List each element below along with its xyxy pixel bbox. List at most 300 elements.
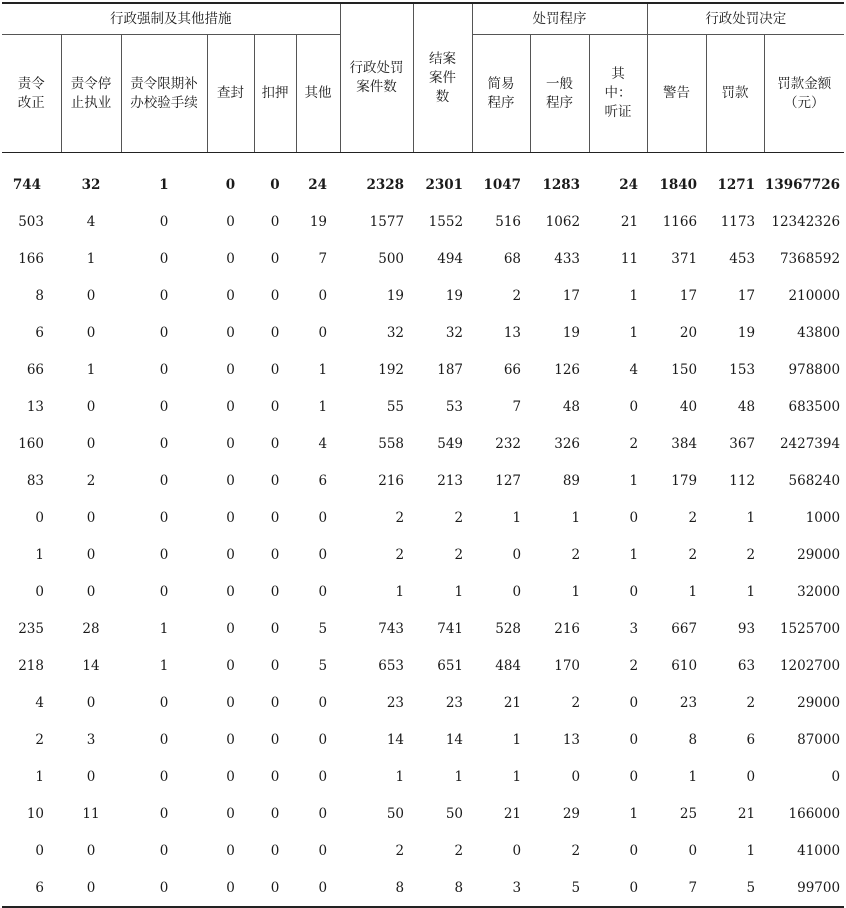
table-cell: 3 <box>86 731 96 748</box>
table-cell: 13 <box>26 398 44 415</box>
table-cell: 68 <box>503 250 522 267</box>
table-cell: 43800 <box>797 324 841 341</box>
table-cell: 0 <box>226 435 235 452</box>
table-cell: 99700 <box>797 879 841 896</box>
table-cell: 14 <box>82 657 100 674</box>
table-cell: 1271 <box>717 177 756 193</box>
table-cell: 0 <box>270 620 280 637</box>
table-cell: 3 <box>512 879 522 896</box>
table-cell: 0 <box>35 509 44 526</box>
table-cell: 0 <box>270 509 280 526</box>
table-cell: 17 <box>737 287 756 304</box>
table-cell: 0 <box>629 509 639 526</box>
table-cell: 4 <box>629 361 639 378</box>
table-cell: 0 <box>159 398 169 415</box>
table-cell: 2 <box>571 546 581 563</box>
table-cell: 17 <box>679 287 698 304</box>
table-cell: 0 <box>226 361 235 378</box>
table-cell: 653 <box>378 657 405 674</box>
table-cell: 0 <box>159 731 169 748</box>
table-cell: 0 <box>159 842 169 859</box>
table-cell: 2301 <box>425 177 464 193</box>
table-cell: 0 <box>270 398 280 415</box>
hearing-header <box>589 35 647 153</box>
table-row <box>2 869 844 907</box>
table-cell: 32 <box>386 324 405 341</box>
table-cell: 0 <box>159 805 169 822</box>
table-cell: 1 <box>629 546 639 563</box>
stop-practice-header <box>61 35 121 153</box>
table-row <box>2 721 844 758</box>
table-cell: 216 <box>554 620 581 637</box>
cases-header <box>340 3 413 153</box>
table-row <box>2 314 844 351</box>
table-cell: 0 <box>226 546 235 563</box>
table-cell: 2 <box>688 546 698 563</box>
table-cell: 0 <box>159 361 169 378</box>
table-cell: 50 <box>386 805 405 822</box>
table-row <box>2 684 844 721</box>
table-cell: 1 <box>746 842 756 859</box>
table-cell: 66 <box>26 361 44 378</box>
table-cell: 8 <box>395 879 405 896</box>
table-cell: 0 <box>270 213 280 230</box>
table-cell: 0 <box>270 435 280 452</box>
table-cell: 2 <box>746 546 756 563</box>
table-cell: 2 <box>35 731 44 748</box>
table-row <box>2 758 844 795</box>
table-cell: 0 <box>270 361 280 378</box>
table-cell: 23 <box>386 694 405 711</box>
table-cell: 0 <box>629 842 639 859</box>
table-cell: 83 <box>26 472 44 489</box>
table-cell: 1 <box>629 472 639 489</box>
spacer-cell <box>2 153 844 168</box>
table-cell: 1 <box>86 361 96 378</box>
table-cell: 743 <box>378 620 405 637</box>
table-cell: 0 <box>226 509 235 526</box>
table-cell: 210000 <box>788 287 841 304</box>
table-cell: 48 <box>562 398 581 415</box>
table-cell: 1062 <box>545 213 581 230</box>
table-cell: 0 <box>318 583 328 600</box>
table-cell: 24 <box>619 177 639 193</box>
table-cell: 5 <box>571 879 581 896</box>
table-cell: 0 <box>226 731 235 748</box>
table-cell: 1 <box>35 768 44 785</box>
table-cell: 0 <box>270 657 280 674</box>
table-cell: 568240 <box>788 472 841 489</box>
table-cell: 744 <box>12 177 41 193</box>
closed-cases-header <box>413 3 472 153</box>
table-row <box>2 610 844 647</box>
table-cell: 19 <box>309 213 328 230</box>
table-cell: 0 <box>159 250 169 267</box>
table-cell: 7 <box>688 879 698 896</box>
table-cell: 0 <box>270 842 280 859</box>
table-cell: 53 <box>445 398 464 415</box>
table-cell: 0 <box>226 805 235 822</box>
table-cell: 371 <box>671 250 698 267</box>
table-cell: 0 <box>270 324 280 341</box>
table-cell: 0 <box>270 768 280 785</box>
table-cell: 2 <box>629 435 639 452</box>
table-cell: 0 <box>746 768 756 785</box>
table-cell: 4 <box>35 694 44 711</box>
table-cell: 0 <box>226 398 235 415</box>
table-cell: 2 <box>86 472 96 489</box>
table-cell: 1 <box>318 398 328 415</box>
table-cell: 0 <box>512 546 522 563</box>
table-row <box>2 795 844 832</box>
table-cell: 8 <box>688 731 698 748</box>
table-cell: 1047 <box>483 177 522 193</box>
table-cell: 978800 <box>788 361 841 378</box>
table-cell: 1 <box>629 287 639 304</box>
table-cell: 0 <box>512 583 522 600</box>
table-cell: 0 <box>629 583 639 600</box>
table-cell: 2 <box>395 842 405 859</box>
table-cell: 12342326 <box>771 213 841 230</box>
table-body <box>2 153 844 908</box>
table-row <box>2 832 844 869</box>
table-cell: 6 <box>318 472 328 489</box>
table-cell: 20 <box>679 324 698 341</box>
table-cell: 610 <box>671 657 698 674</box>
table-cell: 0 <box>35 842 44 859</box>
table-cell: 1 <box>571 583 581 600</box>
simple-procedure-header <box>472 35 530 153</box>
table-cell: 0 <box>688 842 698 859</box>
table-cell: 326 <box>554 435 581 452</box>
table-cell: 0 <box>86 324 96 341</box>
table-cell: 25 <box>679 805 698 822</box>
table-cell: 66 <box>503 361 522 378</box>
table-cell: 150 <box>671 361 698 378</box>
correct-header-text: 责令改正 <box>17 75 45 111</box>
table-cell: 0 <box>225 177 236 193</box>
table-cell: 235 <box>18 620 44 637</box>
table-cell: 741 <box>437 620 464 637</box>
table-cell: 48 <box>737 398 756 415</box>
table-cell: 213 <box>437 472 464 489</box>
table-cell: 0 <box>86 509 96 526</box>
table-cell: 0 <box>86 694 96 711</box>
table-cell: 13 <box>562 731 581 748</box>
table-cell: 0 <box>159 546 169 563</box>
table-cell: 0 <box>159 213 169 230</box>
table-cell: 2 <box>395 509 405 526</box>
general-procedure-header-text: 一般程序 <box>546 75 574 111</box>
table-cell: 7 <box>318 250 328 267</box>
table-cell: 6 <box>35 879 44 896</box>
closed-cases-header-text: 结案案件数 <box>429 50 457 105</box>
table-cell: 1 <box>629 805 639 822</box>
table-cell: 0 <box>86 583 96 600</box>
statistics-table <box>2 2 844 908</box>
table-cell: 166000 <box>788 805 841 822</box>
table-cell: 0 <box>159 435 169 452</box>
table-cell: 1 <box>454 583 464 600</box>
table-row <box>2 647 844 684</box>
group-decision-header: 行政处罚决定 <box>647 3 844 35</box>
table-cell: 21 <box>503 694 522 711</box>
table-cell: 1 <box>571 509 581 526</box>
group-enforcement-header: 行政强制及其他措施 <box>2 3 340 35</box>
table-cell: 4 <box>86 213 96 230</box>
table-cell: 1 <box>454 768 464 785</box>
table-cell: 1525700 <box>779 620 841 637</box>
table-cell: 1 <box>35 546 44 563</box>
table-cell: 170 <box>554 657 581 674</box>
table-cell: 0 <box>270 879 280 896</box>
table-cell: 55 <box>386 398 405 415</box>
table-cell: 187 <box>437 361 464 378</box>
table-cell: 0 <box>86 842 96 859</box>
fine-amount-header-text: 罚款金额（元） <box>777 75 832 111</box>
table-cell: 1202700 <box>779 657 841 674</box>
group-procedure-header: 处罚程序 <box>472 3 647 35</box>
table-cell: 87000 <box>797 731 841 748</box>
table-row <box>2 536 844 573</box>
table-cell: 2 <box>746 694 756 711</box>
table-cell: 166 <box>18 250 44 267</box>
table-cell: 1 <box>746 509 756 526</box>
table-cell: 1 <box>688 768 698 785</box>
table-cell: 0 <box>226 324 235 341</box>
table-cell: 23 <box>679 694 698 711</box>
table-cell: 503 <box>18 213 44 230</box>
table-cell: 14 <box>386 731 405 748</box>
table-cell: 0 <box>629 731 639 748</box>
table-row <box>2 388 844 425</box>
table-cell: 1577 <box>369 213 405 230</box>
table-cell: 0 <box>159 287 169 304</box>
table-cell: 93 <box>737 620 756 637</box>
table-cell: 1 <box>512 768 522 785</box>
table-cell: 1 <box>395 583 405 600</box>
table-cell: 0 <box>270 472 280 489</box>
table-cell: 2 <box>395 546 405 563</box>
table-cell: 10 <box>26 805 44 822</box>
table-cell: 5 <box>746 879 756 896</box>
table-cell: 0 <box>318 805 328 822</box>
table-cell: 0 <box>226 472 235 489</box>
table-cell: 1 <box>512 509 522 526</box>
table-cell: 2 <box>571 694 581 711</box>
other-header: 其他 <box>296 35 340 153</box>
table-cell: 367 <box>729 435 756 452</box>
table-cell: 5 <box>318 657 328 674</box>
table-row <box>2 462 844 499</box>
general-procedure-header <box>530 35 589 153</box>
table-cell: 0 <box>318 546 328 563</box>
table-cell: 0 <box>270 287 280 304</box>
table-cell: 0 <box>226 879 235 896</box>
table-cell: 0 <box>86 879 96 896</box>
table-cell: 7368592 <box>779 250 841 267</box>
table-cell: 516 <box>495 213 522 230</box>
table-cell: 0 <box>226 213 235 230</box>
table-cell: 23 <box>445 694 464 711</box>
table-cell: 21 <box>503 805 522 822</box>
table-cell: 4 <box>318 435 328 452</box>
table-cell: 0 <box>270 805 280 822</box>
table-cell: 0 <box>629 398 639 415</box>
table-cell: 0 <box>270 731 280 748</box>
table-cell: 651 <box>437 657 464 674</box>
table-cell: 0 <box>159 694 169 711</box>
table-cell: 0 <box>270 583 280 600</box>
seal-header: 查封 <box>207 35 254 153</box>
table-row <box>2 573 844 610</box>
table-cell: 1 <box>159 177 169 193</box>
correct-header <box>2 35 61 153</box>
table-cell: 112 <box>729 472 756 489</box>
supplement-header-text: 责令限期补办校验手续 <box>130 75 198 111</box>
table-cell: 21 <box>737 805 756 822</box>
table-cell: 11 <box>82 805 100 822</box>
table-cell: 0 <box>159 324 169 341</box>
fine-header: 罚款 <box>706 35 764 153</box>
table-cell: 153 <box>729 361 756 378</box>
table-cell: 667 <box>671 620 698 637</box>
table-cell: 14 <box>445 731 464 748</box>
table-cell: 1 <box>159 620 169 637</box>
table-cell: 19 <box>737 324 756 341</box>
table-row <box>2 351 844 388</box>
table-cell: 0 <box>318 879 328 896</box>
table-cell: 384 <box>671 435 698 452</box>
table-cell: 1 <box>86 250 96 267</box>
table-cell: 494 <box>437 250 464 267</box>
table-cell: 19 <box>562 324 581 341</box>
table-cell: 549 <box>437 435 464 452</box>
table-cell: 32 <box>81 177 101 193</box>
table-cell: 1 <box>688 583 698 600</box>
table-cell: 1 <box>746 583 756 600</box>
table-cell: 32000 <box>797 583 841 600</box>
table-cell: 2 <box>629 657 639 674</box>
table-cell: 0 <box>86 398 96 415</box>
table-cell: 0 <box>226 842 235 859</box>
table-cell: 0 <box>512 842 522 859</box>
table-cell: 2 <box>512 287 522 304</box>
header-spacer <box>2 153 844 168</box>
table-cell: 8 <box>454 879 464 896</box>
table-cell: 1000 <box>805 509 841 526</box>
table-cell: 216 <box>378 472 405 489</box>
table-row <box>2 277 844 314</box>
table-cell: 192 <box>378 361 405 378</box>
table-cell: 6 <box>746 731 756 748</box>
table-cell: 29000 <box>797 694 841 711</box>
table-cell: 40 <box>679 398 698 415</box>
table-cell: 41000 <box>797 842 841 859</box>
table-cell: 0 <box>86 546 96 563</box>
detain-header: 扣押 <box>254 35 296 153</box>
table-cell: 179 <box>671 472 698 489</box>
table-cell: 1 <box>629 324 639 341</box>
table-cell: 50 <box>445 805 464 822</box>
table-cell: 0 <box>226 657 235 674</box>
table-cell: 0 <box>318 509 328 526</box>
table-cell: 500 <box>378 250 405 267</box>
total-row <box>2 167 844 203</box>
table-cell: 683500 <box>788 398 841 415</box>
table-cell: 1 <box>318 361 328 378</box>
table-cell: 0 <box>318 287 328 304</box>
table-cell: 558 <box>378 435 405 452</box>
table-cell: 0 <box>318 842 328 859</box>
table-cell: 28 <box>82 620 100 637</box>
table-cell: 2 <box>454 509 464 526</box>
table-row <box>2 425 844 462</box>
table-cell: 0 <box>226 620 235 637</box>
table-cell: 13967726 <box>764 177 841 193</box>
simple-procedure-header-text: 简易程序 <box>487 75 515 111</box>
table-cell: 0 <box>831 768 841 785</box>
table-cell: 0 <box>226 768 235 785</box>
table-cell: 0 <box>226 694 235 711</box>
table-row <box>2 240 844 277</box>
table-cell: 2328 <box>366 177 405 193</box>
table-cell: 2427394 <box>779 435 841 452</box>
table-cell: 0 <box>318 768 328 785</box>
table-cell: 2 <box>571 842 581 859</box>
table-cell: 0 <box>226 287 235 304</box>
table-cell: 0 <box>159 583 169 600</box>
table-cell: 0 <box>35 583 44 600</box>
table-cell: 0 <box>270 694 280 711</box>
table-cell: 0 <box>159 768 169 785</box>
table-cell: 0 <box>159 879 169 896</box>
table-cell: 7 <box>512 398 522 415</box>
table-cell: 1552 <box>428 213 464 230</box>
table-cell: 0 <box>318 324 328 341</box>
table-cell: 19 <box>445 287 464 304</box>
table-row <box>2 203 844 240</box>
table-cell: 13 <box>503 324 522 341</box>
table-row <box>2 499 844 536</box>
stop-practice-header-text: 责令停止执业 <box>70 75 112 111</box>
table-cell: 484 <box>495 657 522 674</box>
table-cell: 2 <box>688 509 698 526</box>
table-cell: 0 <box>270 177 280 193</box>
table-cell: 2 <box>454 842 464 859</box>
hearing-header-text: 其中：听证 <box>604 66 632 120</box>
table-cell: 126 <box>554 361 581 378</box>
table-cell: 218 <box>18 657 44 674</box>
table-cell: 32 <box>445 324 464 341</box>
table-cell: 1 <box>395 768 405 785</box>
table-cell: 0 <box>86 768 96 785</box>
table-cell: 29 <box>562 805 581 822</box>
table-cell: 1 <box>512 731 522 748</box>
table-cell: 0 <box>270 250 280 267</box>
table-cell: 11 <box>620 250 639 267</box>
table-cell: 6 <box>35 324 44 341</box>
table-cell: 5 <box>318 620 328 637</box>
table-cell: 0 <box>270 546 280 563</box>
table-cell: 1840 <box>659 177 698 193</box>
table-cell: 528 <box>495 620 522 637</box>
table-cell: 0 <box>159 472 169 489</box>
table-cell: 0 <box>629 694 639 711</box>
table-cell: 1 <box>159 657 169 674</box>
table-cell: 232 <box>495 435 522 452</box>
table-cell: 1166 <box>662 213 698 230</box>
